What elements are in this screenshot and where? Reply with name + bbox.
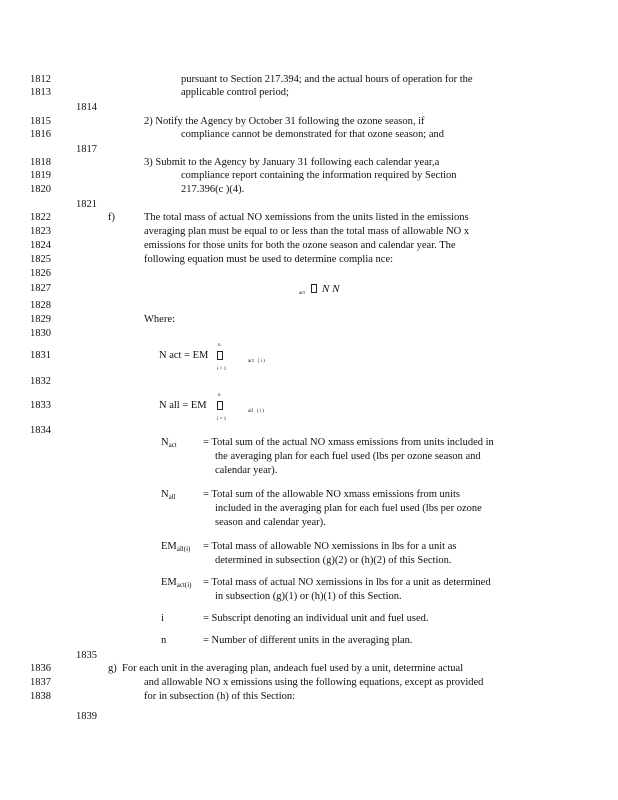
line-number: 1837 bbox=[30, 677, 51, 688]
line-number: 1825 bbox=[30, 254, 51, 265]
line-number: 1827 bbox=[30, 283, 51, 294]
text-line: compliance cannot be demonstrated for that ozone season; and bbox=[181, 129, 444, 140]
line-number: 1826 bbox=[30, 268, 51, 279]
line-number: 1833 bbox=[30, 400, 51, 411]
text-line: compliance report containing the information required by Section bbox=[181, 170, 457, 181]
line-number: 1813 bbox=[30, 87, 51, 98]
operator-glyph bbox=[311, 284, 317, 293]
line-number: 1839 bbox=[76, 711, 97, 722]
line-number: 1831 bbox=[30, 350, 51, 361]
line-number: 1838 bbox=[30, 691, 51, 702]
text-line: averaging plan must be equal to or less than the total mass of allowable NO x bbox=[144, 226, 470, 237]
equation-text: N N bbox=[322, 283, 340, 295]
line-number: 1819 bbox=[30, 170, 51, 181]
sum-glyph bbox=[217, 351, 223, 360]
equation-text: N all = EM bbox=[159, 400, 207, 411]
line-number: 1814 bbox=[76, 102, 97, 113]
text-line: 2) Notify the Agency by October 31 following the ozone season, if bbox=[144, 116, 425, 127]
line-number: 1830 bbox=[30, 328, 51, 339]
sum-glyph bbox=[217, 401, 223, 410]
line-number: 1820 bbox=[30, 184, 51, 195]
line-number: 1828 bbox=[30, 300, 51, 311]
text-line: pursuant to Section 217.394; and the actual hours of operation for the bbox=[181, 74, 473, 85]
line-number: 1815 bbox=[30, 116, 51, 127]
text-line: 217.396(c )(4). bbox=[181, 184, 245, 195]
line-number: 1834 bbox=[30, 425, 51, 436]
text-line: emissions for those units for both the ozone season and calendar year. The bbox=[144, 240, 456, 251]
equation-text: N act = EM bbox=[159, 350, 209, 361]
text-line: and allowable NO x emissions using the following equations, except as provided bbox=[144, 677, 484, 688]
document-page: 1812 1813 1814 1815 1816 1817 1818 1819 1820 1821 1822 1823 1824 1825 1826 1827 1828 1829 1830 1831 1832 1833 1834 pursuant to Section 217.394; and the actual hours of operation for the applicable control period; 2) Notify the Agency by October 31 following the ozone season, if compliance cannot be demonstrated for that ozone season; and 3) Submit to the Agency by January 31 following each calendar year,a compliance report containing the information required by Section 217.396(c )(4). f) The total mass of actual NO xemissions from the units listed in the emissions averaging plan must be equal to or less than the total mass of allowable NO x emissions for those units for both the ozone season and calendar year. The following equation must be used to determine complia nce: act N N Where: n N act = EM i = 1 act ( i ) n N all = EM i = 1 all ( i ) $N_{act}$ = Total sum of the actual NO xmass emissions from units included in the averaging plan for each fuel used (lbs per ozone season and calendar year). $N_{all}$ = Total sum of the allowable NO xmass emissions from units included in the averaging plan for each fuel used (lbs per ozone season and calendar year). $EM_{all(i)}$ = Total mass of allowable NO xemissions in lbs for a unit as determined in subsection (g)(2) or (h)(2) of this Section. $EM_{act(i)}$ = Total mass of actual NO xemissions in lbs for a unit as determined in subsection (g)(1) or (h)(1) of this Section. i = Subscript denoting an individual unit and fuel used. n = Number of different units in the averaging plan. 1835 1836 1837 1838 1839 g) For each unit in the averaging plan, andeach fuel used by a unit, determine actual and allowable NO x emissions using the following equations, except as provided for in subsection (h) of this Section: bbox=[30, 74, 494, 722]
line-number: 1812 bbox=[30, 74, 51, 85]
line-number: 1818 bbox=[30, 157, 51, 168]
line-number: 1836 bbox=[30, 663, 51, 674]
line-number: 1821 bbox=[76, 199, 97, 210]
text-line: The total mass of actual NO xemissions from the units listed in the emissions bbox=[144, 212, 469, 223]
line-number: 1829 bbox=[30, 314, 51, 325]
subsection-label: f) bbox=[108, 212, 115, 223]
line-number: 1817 bbox=[76, 144, 97, 155]
line-number: 1835 bbox=[76, 650, 97, 661]
line-number: 1822 bbox=[30, 212, 51, 223]
line-number: 1824 bbox=[30, 240, 51, 251]
text-line: applicable control period; bbox=[181, 87, 289, 98]
where-label: Where: bbox=[144, 314, 175, 325]
line-number: 1823 bbox=[30, 226, 51, 237]
text-line: for in subsection (h) of this Section: bbox=[144, 691, 296, 702]
subsection-label: g) bbox=[108, 663, 117, 674]
line-number: 1832 bbox=[30, 376, 51, 387]
text-line: For each unit in the averaging plan, andeach fuel used by a unit, determine actual bbox=[122, 663, 464, 674]
text-line: following equation must be used to determine complia nce: bbox=[144, 254, 394, 265]
line-number: 1816 bbox=[30, 129, 51, 140]
text-line: 3) Submit to the Agency by January 31 following each calendar year,a bbox=[144, 157, 440, 168]
